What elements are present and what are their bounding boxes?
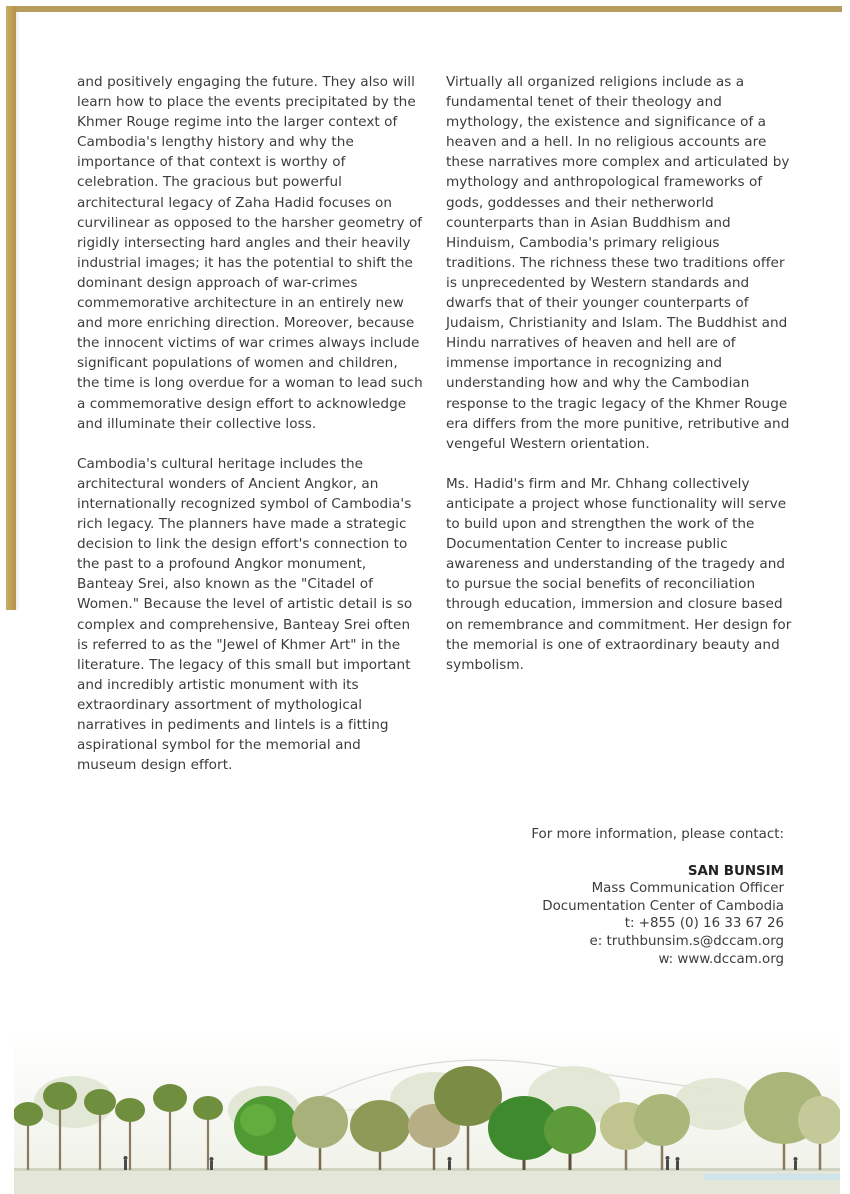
article-right-column (446, 72, 792, 695)
paragraph: Ms. Hadid's firm and Mr. Chhang collectively anticipate a project whose functionality will serve to build upon and strengthen the work of the Documentation Center to increase public awareness and understanding of the tragedy and to pursue the social benefits of reconciliation through education, immersion and closure based on remembrance and commitment. Her design for the memorial is one of extraordinary beauty and symbolism. (446, 475, 792, 673)
paragraph: and positively engaging the future. They also will learn how to place the events precipitated by the Khmer Rouge regime into the larger context of Cambodia's lengthy history and why the importance of that context is worthy of celebration. The gracious but powerful architectural legacy of Zaha Hadid focuses on curvilinear as opposed to the harsher geometry of rigidly intersecting hard angles and their heavily industrial images; it has the potential to shift the dominant design approach of war-crimes commemorative architecture in an entirely new and more enriching direction. Moreover, because the innocent victims of war crimes always include significant populations of women and children, the time is long overdue for a woman to lead such a commemorative design effort to acknowledge and illuminate their collective loss. (77, 74, 423, 432)
paragraph: Cambodia's cultural heritage includes the architectural wonders of Ancient Angkor, an internationally recognized symbol of Cambodia's rich legacy. The planners have made a strategic decision to link the design effort's connection to the past to a profound Angkor monument, Banteay Srei, also known as the "Citadel of Women." Because the level of artistic detail is so complex and comprehensive, Banteay Srei often is referred to as the "Jewel of Khmer Art" in the literature. The legacy of this small but important and incredibly artistic monument with its extraordinary assortment of mythological narratives in pediments and lintels is a fitting aspirational symbol for the memorial and museum design effort. (77, 455, 413, 774)
paragraph: Virtually all organized religions include as a fundamental tenet of their theology and mythology, the existence and significance of a heaven and a hell. In no religious accounts are these narratives more complex and articulated by mythology and anthropological frameworks of gods, goddesses and their netherworld counterparts than in Asian Buddhism and Hinduism, Cambodia's primary religious traditions. The richness these two traditions offer is unprecedented by Western standards and dwarfs that of their younger counterparts of Judaism, Christianity and Islam. The Buddhist and Hindu narratives of heaven and hell are of immense importance in recognizing and understanding how and why the Cambodian response to the tragic legacy of the Khmer Rouge era differs from the more punitive, retributive and vengeful Western orientation. (446, 74, 790, 452)
contact-name: SAN BUNSIM (687, 863, 784, 879)
contact-web: w: www.dccam.org (658, 951, 784, 967)
contact-title: Mass Communication Officer (591, 881, 784, 897)
contact-intro: For more information, please contact: (531, 827, 784, 842)
contact-block (364, 826, 784, 968)
contact-phone: t: +855 (0) 16 33 67 26 (624, 916, 784, 932)
article-left-column (77, 72, 423, 795)
page-left-edge (6, 6, 16, 610)
memorial-landscape-illustration (14, 1030, 840, 1194)
contact-email: e: truthbunsim.s@dccam.org (589, 933, 784, 949)
page-left-shadow (16, 12, 20, 610)
contact-organization: Documentation Center of Cambodia (542, 898, 784, 914)
landscape-svg (14, 1030, 840, 1194)
page-top-edge (8, 6, 842, 12)
